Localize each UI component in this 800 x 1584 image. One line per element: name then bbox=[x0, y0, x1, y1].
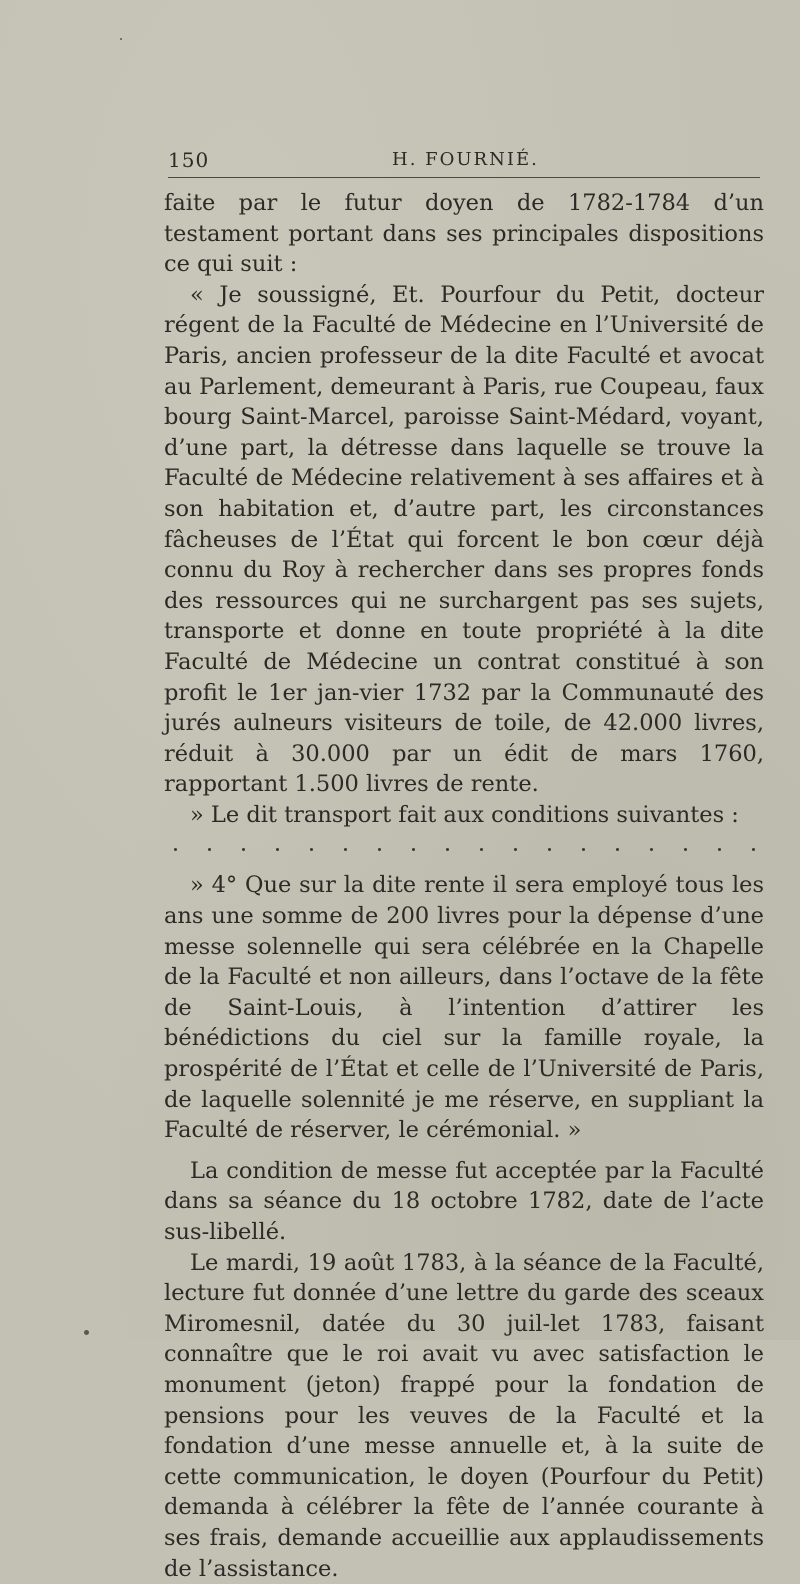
ellipsis-dot bbox=[412, 848, 415, 851]
ellipsis-dot bbox=[514, 848, 517, 851]
paper-speck bbox=[120, 38, 122, 40]
ellipsis-dot bbox=[582, 848, 585, 851]
ellipsis-dot bbox=[650, 848, 653, 851]
paragraph-acceptance: La condition de messe fut acceptée par la Faculté dans sa séance du 18 octobre 1782, date de l’acte sus-libellé. bbox=[164, 1157, 764, 1245]
ellipsis-dot bbox=[174, 848, 177, 851]
paragraph-letter: Le mardi, 19 août 1783, à la séance de la Faculté, lecture fut donnée d’une lettre du garde des sceaux Miromesnil, datée du 30 juil-let 1783, faisant connaître que le roi avait vu avec satisfaction le monument (jeton) frappé pour la fondation de pensions pour les veuves de la Faculté et la fondation d’une messe annuelle et, à la suite de cette communication, le doyen (Pourfour du Petit) demanda à célébrer la fête de l’année courante à ses frais, demande accueillie aux applaudissements de l’assistance. bbox=[164, 1249, 764, 1582]
paragraph-transport-conditions: » Le dit transport fait aux conditions suivantes : bbox=[190, 801, 739, 828]
ellipsis-dot bbox=[718, 848, 721, 851]
ellipsis-dot bbox=[684, 848, 687, 851]
ellipsis-dot bbox=[378, 848, 381, 851]
page-header bbox=[168, 148, 760, 178]
ellipsis-dot bbox=[344, 848, 347, 851]
page-number: 150 bbox=[168, 148, 210, 172]
ellipsis-dot bbox=[276, 848, 279, 851]
body-text bbox=[164, 188, 764, 1584]
ellipsis-dots bbox=[164, 830, 764, 870]
running-head: H. FOURNIÉ. bbox=[392, 149, 539, 170]
paragraph-continuation: faite par le futur doyen de 1782-1784 d’un testament portant dans ses principales dispositions ce qui suit : bbox=[164, 190, 764, 278]
header-rule bbox=[168, 177, 760, 178]
ellipsis-dot bbox=[752, 848, 755, 851]
paragraph-testament-quote: « Je soussigné, Et. Pourfour du Petit, docteur régent de la Faculté de Médecine en l’Université de Paris, ancien professeur de la dite Faculté et avocat au Parlement, demeurant à Paris, rue Coupeau, faux bourg Saint-Marcel, paroisse Saint-Médard, voyant, d’une part, la détresse dans laquelle se trouve la Faculté de Médecine relativement à ses affaires et à son habitation et, d’autre part, les circonstances fâcheuses de l’État qui forcent le bon cœur déjà connu du Roy à rechercher dans ses propres fonds des ressources qui ne surchargent pas ses sujets, transporte et donne en toute propriété à la dite Faculté de Médecine un contrat constitué à son profit le 1er jan-vier 1732 par la Communauté des jurés aulneurs visiteurs de toile, de 42.000 livres, réduit à 30.000 par un édit de mars 1760, rapportant 1.500 livres de rente. bbox=[164, 281, 764, 798]
ellipsis-dot bbox=[480, 848, 483, 851]
ellipsis-dot bbox=[208, 848, 211, 851]
ellipsis-dot bbox=[548, 848, 551, 851]
paper-speck bbox=[84, 1330, 89, 1335]
paragraph-mass-condition: » 4° Que sur la dite rente il sera employé tous les ans une somme de 200 livres pour la dépense d’une messe solennelle qui sera célébrée en la Chapelle de la Faculté et non ailleurs, dans l’octave de la fête de Saint-Louis, à l’intention d’attirer les bénédictions du ciel sur la famille royale, la prospérité de l’État et celle de l’Université de Paris, de laquelle solennité je me réserve, en suppliant la Faculté de réserver, le cérémonial. » bbox=[164, 872, 764, 1144]
ellipsis-dot bbox=[616, 848, 619, 851]
ellipsis-dot bbox=[446, 848, 449, 851]
ellipsis-dot bbox=[310, 848, 313, 851]
ellipsis-dot bbox=[242, 848, 245, 851]
